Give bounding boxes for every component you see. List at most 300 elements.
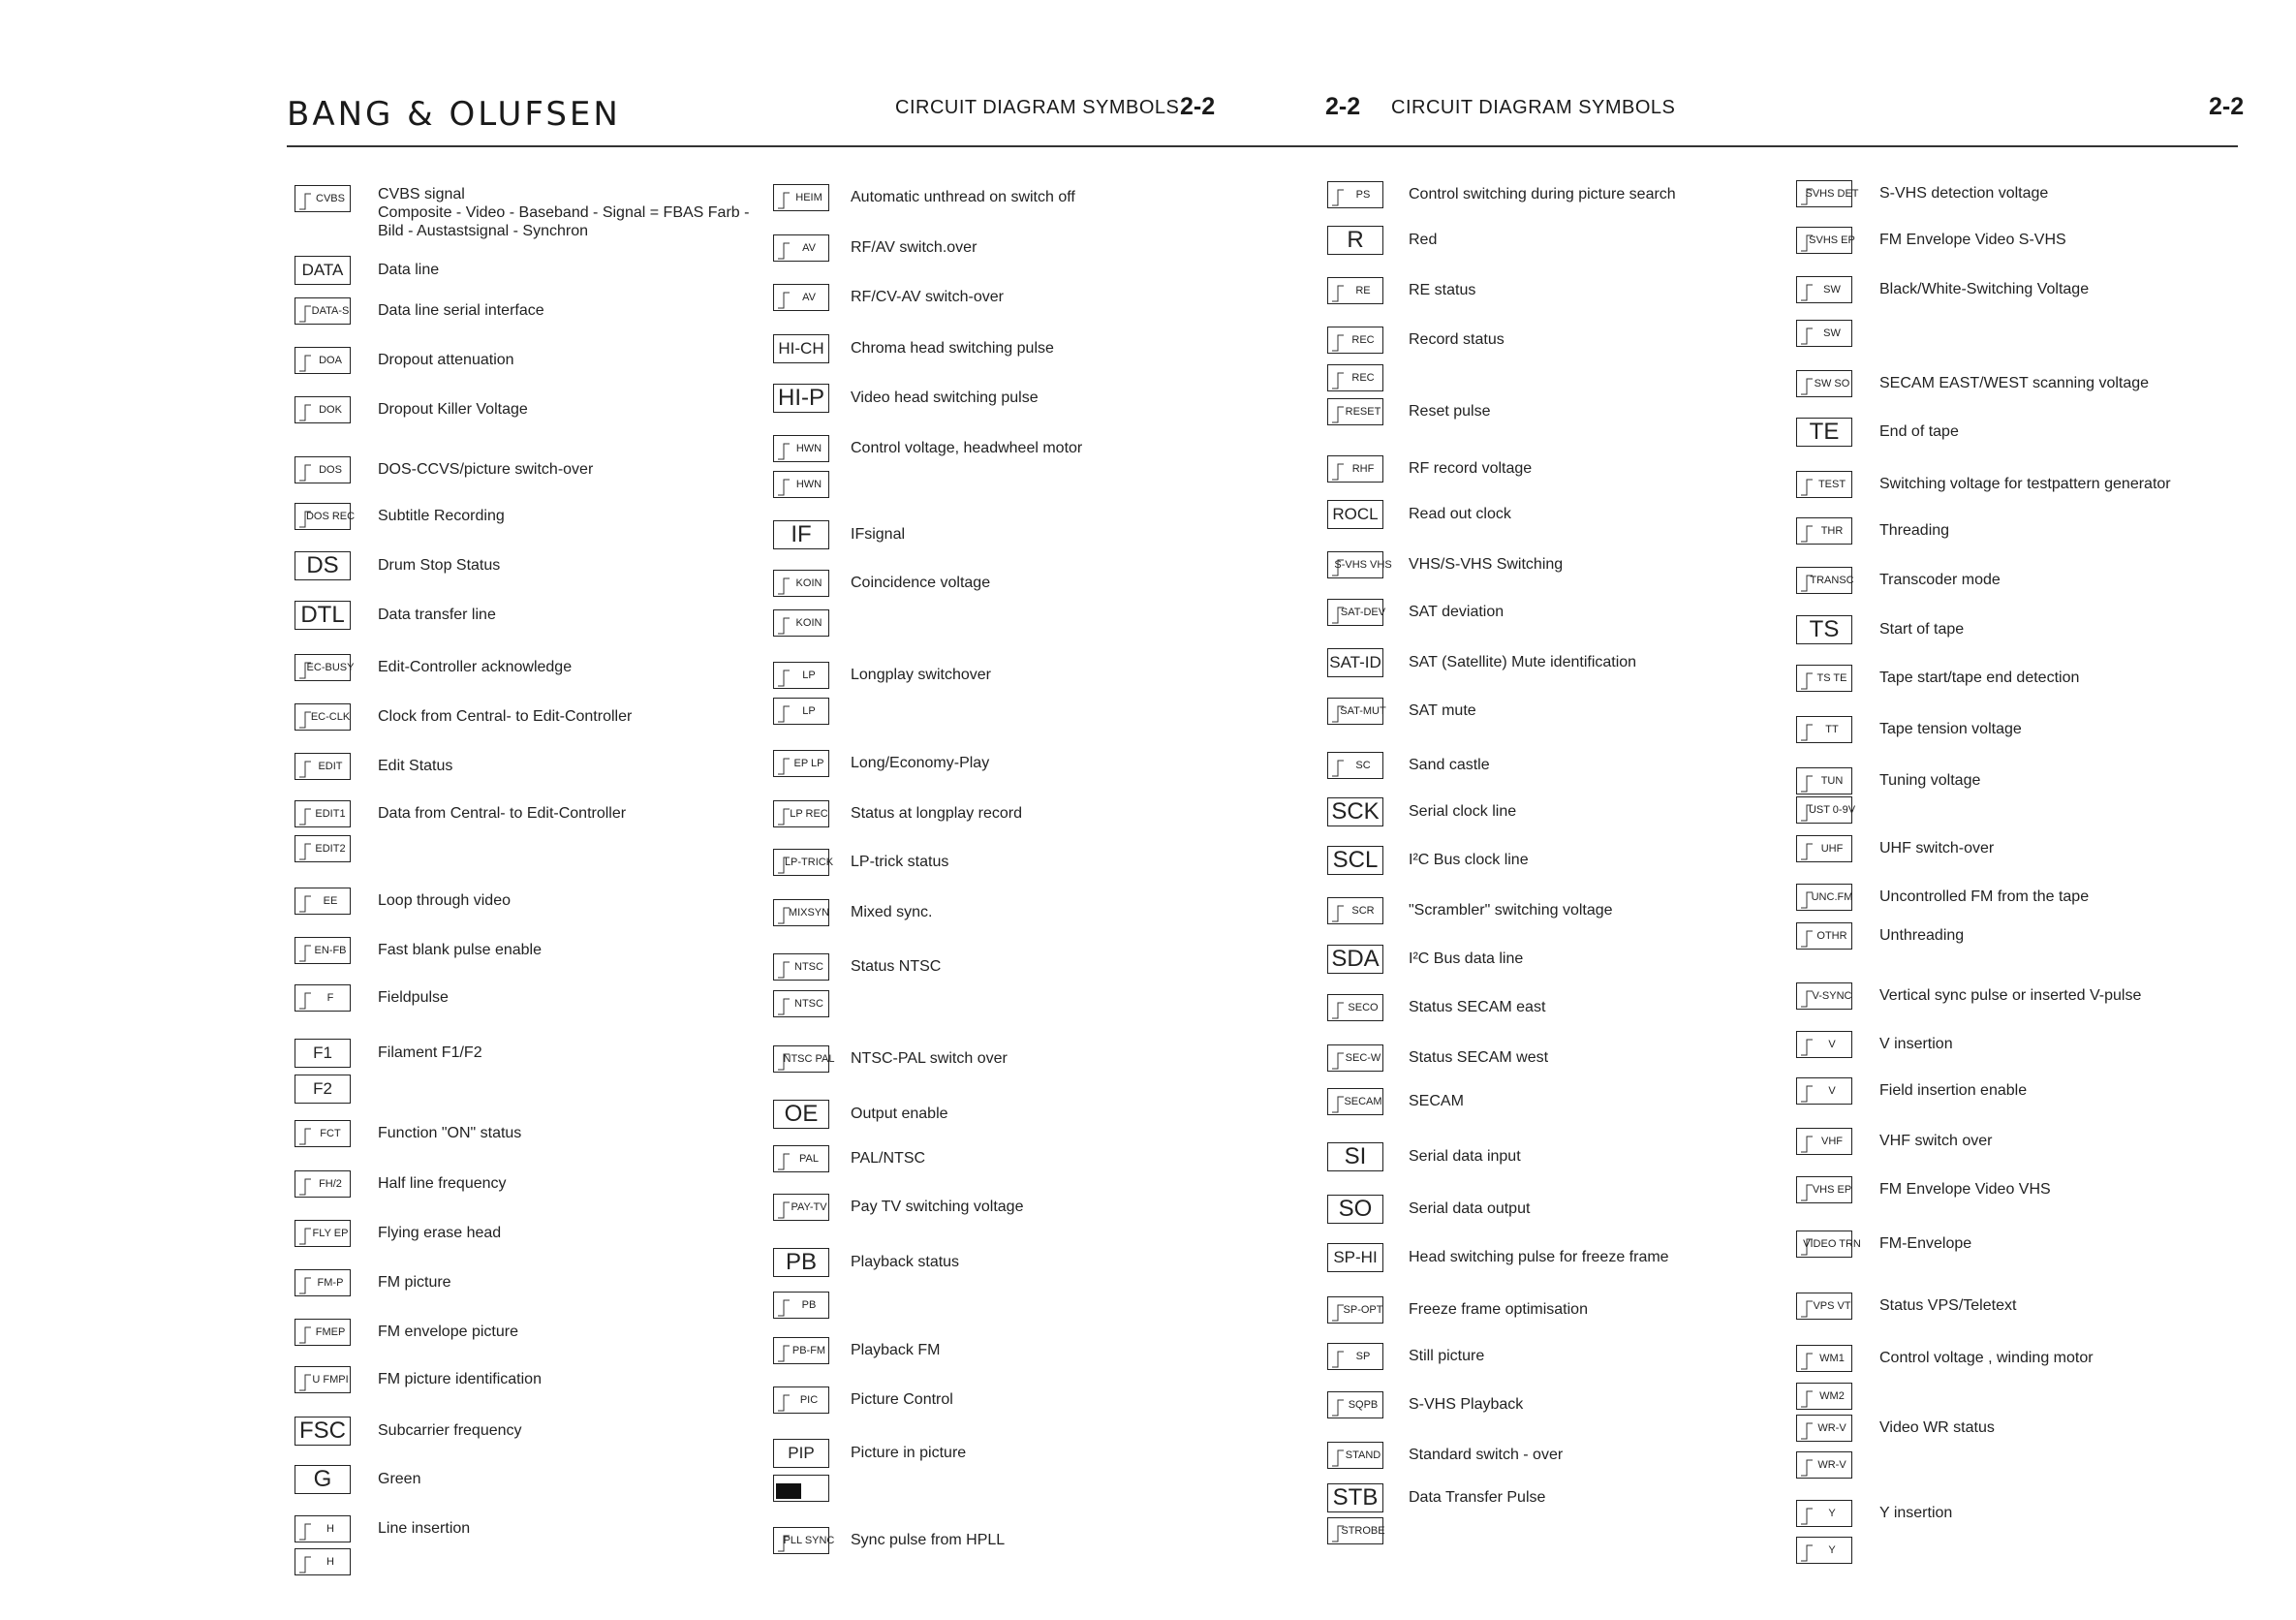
symbol-description [378, 708, 632, 726]
circuit-symbol [295, 1465, 351, 1494]
symbol-description [851, 526, 905, 544]
symbol-code: G [313, 1466, 332, 1492]
symbol-code: PIC [799, 1394, 819, 1406]
circuit-symbol [1327, 897, 1383, 924]
symbol-description [1409, 654, 1636, 671]
symbol-description-line: Data line [378, 262, 440, 278]
circuit-symbol [1327, 1195, 1383, 1224]
circuit-symbol [295, 297, 351, 325]
symbol-code: H [326, 1556, 334, 1568]
symbol-code: SW SO [1814, 378, 1850, 389]
symbol-description-line: Standard switch - over [1409, 1447, 1564, 1463]
symbol-description-line: Serial data input [1409, 1148, 1521, 1165]
symbol-description-line: Data Transfer Pulse [1409, 1489, 1546, 1506]
circuit-symbol [1796, 567, 1852, 594]
circuit-symbol [1796, 180, 1859, 207]
symbol-code: EE [323, 895, 338, 907]
circuit-symbol [1327, 1391, 1383, 1418]
symbol-code: DOS [319, 464, 342, 476]
circuit-symbol [295, 601, 351, 630]
signal-step-icon [1797, 1501, 1853, 1528]
symbol-description-line: Read out clock [1409, 506, 1511, 522]
symbol-description-line: SECAM [1409, 1093, 1464, 1109]
symbol-description [378, 1175, 507, 1193]
symbol-description-line: FM-Envelope [1879, 1235, 1972, 1252]
circuit-symbol [773, 1439, 829, 1468]
circuit-symbol [1327, 226, 1383, 255]
symbol-code: TE [1809, 419, 1840, 445]
symbol-description [1409, 852, 1529, 869]
symbol-code: SCK [1331, 798, 1380, 825]
symbol-description [851, 1342, 940, 1359]
symbol-code: THR [1820, 525, 1844, 537]
circuit-symbol [1796, 471, 1852, 498]
symbol-description [378, 607, 496, 624]
symbol-description-line: Transcoder mode [1879, 572, 2001, 588]
symbol-code: RHF [1351, 463, 1375, 475]
symbol-description-line: SAT mute [1409, 702, 1476, 719]
circuit-symbol [1796, 517, 1852, 545]
symbol-description [1879, 621, 1964, 639]
symbol-description-line: NTSC-PAL switch over [851, 1050, 1008, 1067]
symbol-description-line: V insertion [1879, 1036, 1953, 1052]
symbol-code: SW [1823, 284, 1841, 296]
symbol-code: PAY-TV [791, 1201, 827, 1213]
circuit-symbol [1327, 1442, 1383, 1469]
circuit-symbol [773, 800, 829, 827]
symbol-code: SP [1355, 1351, 1371, 1362]
circuit-symbol [1796, 665, 1852, 692]
brand-logo: BANG & OLUFSEN [287, 95, 621, 134]
circuit-symbol [1796, 1415, 1852, 1442]
symbol-description [1879, 1350, 2094, 1367]
symbol-description-line: End of tape [1879, 423, 1959, 440]
symbol-description-line: Filament F1/F2 [378, 1044, 482, 1061]
symbol-description-line: Threading [1879, 522, 1950, 539]
circuit-symbol [773, 234, 829, 262]
circuit-symbol [773, 384, 829, 413]
symbol-code: TS TE [1816, 672, 1847, 684]
symbol-description [1409, 232, 1437, 249]
circuit-symbol [295, 503, 356, 530]
circuit-symbol [1327, 398, 1383, 425]
circuit-symbol [295, 1548, 351, 1575]
signal-step-icon [295, 1516, 352, 1543]
symbol-description-line: FM picture identification [378, 1371, 542, 1387]
symbol-description-line: Unthreading [1879, 927, 1965, 944]
circuit-symbol [295, 1120, 351, 1147]
symbol-description-line: FM Envelope Video VHS [1879, 1181, 2051, 1198]
symbol-code: SDA [1331, 946, 1380, 972]
circuit-symbol [1327, 797, 1383, 826]
symbol-code: VPS VT [1813, 1300, 1851, 1312]
symbol-description [378, 942, 542, 959]
circuit-symbol [1796, 276, 1852, 303]
symbol-description [378, 262, 439, 279]
symbol-code: SAT-ID [1329, 653, 1381, 671]
symbol-code: RE [1355, 285, 1371, 296]
symbol-description-line: Edit Status [378, 758, 453, 774]
symbol-code: FCT [320, 1128, 341, 1139]
circuit-symbol [295, 1039, 351, 1068]
symbol-description-line: Dropout attenuation [378, 352, 514, 368]
symbol-description-line: Video head switching pulse [851, 389, 1039, 406]
circuit-symbol [1796, 1128, 1852, 1155]
circuit-symbol [295, 396, 351, 423]
symbol-description [378, 659, 572, 676]
symbol-description-line: IFsignal [851, 526, 906, 543]
signal-step-icon [1797, 1538, 1853, 1565]
symbol-description [1879, 772, 1980, 790]
symbol-description-line: Picture Control [851, 1391, 953, 1408]
symbol-description [851, 1106, 948, 1123]
symbol-description [1879, 987, 2141, 1005]
symbol-code: UST 0-9V [1808, 804, 1856, 816]
circuit-symbol [1796, 1231, 1861, 1258]
symbol-code: OTHR [1816, 930, 1847, 942]
symbol-description [1879, 1181, 2051, 1199]
circuit-symbol [295, 185, 351, 212]
symbol-description-line: Status SECAM east [1409, 999, 1546, 1015]
symbol-code: KOIN [795, 577, 822, 589]
symbol-description-line: Playback status [851, 1254, 960, 1270]
symbol-description-line: Video WR status [1879, 1419, 1995, 1436]
circuit-symbol [773, 953, 829, 981]
symbol-code: PAL [799, 1153, 819, 1165]
circuit-symbol [1327, 994, 1383, 1021]
symbol-description-line: Tuning voltage [1879, 772, 1981, 789]
circuit-symbol [1327, 698, 1386, 725]
symbol-code: EC-BUSY [306, 662, 355, 673]
symbol-code: VIDEO TRN [1803, 1238, 1861, 1250]
symbol-code: SQPB [1348, 1399, 1379, 1411]
symbol-description-line: DOS-CCVS/picture switch-over [378, 461, 594, 478]
symbol-description [378, 508, 505, 525]
circuit-symbol [1796, 835, 1852, 862]
symbol-description-line: Control voltage , winding motor [1879, 1350, 2094, 1366]
symbol-description [1879, 670, 2079, 687]
circuit-symbol [1327, 1088, 1383, 1115]
symbol-code: AV [802, 292, 816, 303]
symbol-code: EDIT2 [315, 843, 346, 855]
symbol-description-line: Output enable [851, 1106, 948, 1122]
symbol-description-line: Chroma head switching pulse [851, 340, 1054, 357]
symbol-code: UNC.FM [1811, 891, 1853, 903]
symbol-description [1409, 186, 1676, 203]
symbol-description [378, 1274, 451, 1292]
circuit-symbol [773, 750, 829, 777]
symbol-description-line: Function "ON" status [378, 1125, 522, 1141]
page-title-right: CIRCUIT DIAGRAM SYMBOLS [1391, 97, 1676, 118]
symbol-description [378, 989, 449, 1007]
circuit-symbol [1796, 370, 1852, 397]
symbol-description-line: "Scrambler" switching voltage [1409, 902, 1613, 919]
circuit-symbol [773, 1386, 829, 1414]
circuit-symbol [773, 698, 829, 725]
symbol-description [1409, 702, 1476, 720]
symbol-description [1409, 1348, 1484, 1365]
symbol-description [1879, 1419, 1995, 1437]
symbol-description [851, 389, 1039, 407]
symbol-description [851, 958, 941, 976]
symbol-description [378, 758, 452, 775]
symbol-description-line: Field insertion enable [1879, 1082, 2028, 1099]
circuit-symbol [773, 609, 829, 637]
symbol-description-line: Subcarrier frequency [378, 1422, 522, 1439]
symbol-description [378, 805, 626, 823]
symbol-description [1879, 1235, 1971, 1253]
circuit-symbol [295, 347, 351, 374]
symbol-code: U FMPI [312, 1374, 349, 1386]
circuit-symbol [295, 888, 351, 915]
symbol-description-line: Status VPS/Teletext [1879, 1297, 2017, 1314]
symbol-code: DATA-S [311, 305, 350, 317]
symbol-code: CVBS [316, 193, 345, 204]
symbol-code: WR-V [1817, 1422, 1846, 1434]
symbol-description [1879, 1082, 2027, 1100]
symbol-description-line: VHF switch over [1879, 1133, 1993, 1149]
symbol-description-line: FM Envelope Video S-VHS [1879, 232, 2066, 248]
symbol-description-line: Playback FM [851, 1342, 941, 1358]
symbol-description [851, 289, 1004, 306]
symbol-description [1409, 1249, 1669, 1266]
circuit-symbol [773, 849, 834, 876]
symbol-description-line: Edit-Controller acknowledge [378, 659, 573, 675]
symbol-code: SO [1338, 1196, 1373, 1222]
symbol-description [1879, 1133, 1992, 1150]
symbol-description-line: Line insertion [378, 1520, 471, 1537]
circuit-symbol [773, 662, 829, 689]
symbol-description-detail: Composite - Video - Baseband - Signal = FBAS Farb - Bild - Austastsignal - Synchron [378, 204, 750, 239]
signal-step-icon [1797, 1032, 1853, 1059]
symbol-description-line: Longplay switchover [851, 667, 991, 683]
circuit-symbol [773, 1145, 829, 1172]
circuit-symbol [295, 1417, 351, 1446]
symbol-description-line: Serial data output [1409, 1200, 1531, 1217]
symbol-description [851, 1254, 959, 1271]
symbol-code: LP [802, 670, 816, 681]
symbol-description [378, 1324, 518, 1341]
symbol-code: MIXSYN [788, 907, 830, 919]
symbol-code: HWN [795, 479, 822, 490]
circuit-symbol [1796, 922, 1852, 950]
circuit-symbol [1327, 551, 1392, 578]
symbol-description [1409, 1489, 1545, 1507]
symbol-code: EP LP [793, 758, 824, 769]
symbol-code: FLY EP [312, 1228, 349, 1239]
symbol-code: TRANSC [1810, 575, 1854, 586]
symbol-description [851, 1199, 1023, 1216]
symbol-description-line: Tape start/tape end detection [1879, 670, 2080, 686]
symbol-description-line: CVBS signal [378, 186, 465, 202]
symbol-description-line: Mixed sync. [851, 904, 933, 920]
symbol-code: DOS REC [305, 511, 356, 522]
symbol-code: TUN [1820, 775, 1844, 787]
symbol-code: Y [1828, 1508, 1836, 1519]
symbol-code: F [326, 992, 334, 1004]
symbol-code: REC [1351, 372, 1375, 384]
symbol-code: EN-FB [314, 945, 347, 956]
circuit-symbol [1796, 767, 1852, 794]
circuit-symbol [295, 1319, 351, 1346]
symbol-description [378, 1044, 482, 1062]
symbol-code: HI-CH [778, 339, 824, 358]
symbol-description [1879, 185, 2048, 202]
symbol-description [851, 805, 1022, 823]
circuit-symbol [1327, 846, 1383, 875]
symbol-description [851, 904, 932, 921]
symbol-code: TT [1825, 724, 1839, 735]
symbol-description [378, 401, 528, 419]
circuit-symbol [1327, 752, 1383, 779]
symbol-code: SCR [1351, 905, 1375, 917]
symbol-code: FH/2 [319, 1178, 342, 1190]
symbol-description-line: I²C Bus clock line [1409, 852, 1529, 868]
circuit-symbol [1796, 1451, 1852, 1479]
symbol-description [851, 575, 990, 592]
symbol-code: ROCL [1332, 505, 1379, 523]
circuit-symbol [1327, 648, 1383, 677]
circuit-symbol [295, 984, 351, 1012]
symbol-code: OE [784, 1101, 819, 1127]
symbol-description [1409, 1301, 1588, 1319]
circuit-symbol [1327, 181, 1383, 208]
symbol-description [1879, 476, 2171, 493]
symbol-description [1409, 902, 1613, 919]
circuit-symbol [773, 1292, 829, 1319]
symbol-description [1409, 460, 1532, 478]
symbol-description [851, 440, 1082, 457]
symbol-code: PLL SYNC [783, 1535, 835, 1546]
header-rule [287, 145, 2238, 147]
circuit-symbol [295, 551, 351, 580]
circuit-symbol [1796, 796, 1856, 824]
symbol-description-line: Status SECAM west [1409, 1049, 1549, 1066]
symbol-description-line: Data from Central- to Edit-Controller [378, 805, 627, 822]
symbol-description-line: Loop through video [378, 892, 511, 909]
circuit-symbol [1796, 227, 1855, 254]
symbol-description [1879, 1505, 1952, 1522]
circuit-symbol [1327, 599, 1386, 626]
symbol-description [1409, 999, 1545, 1016]
symbol-description [378, 1471, 420, 1488]
circuit-symbol [1327, 1517, 1383, 1544]
symbol-description-line: PAL/NTSC [851, 1150, 926, 1167]
symbol-description [378, 1422, 522, 1440]
circuit-symbol [295, 937, 351, 964]
symbol-description-line: S-VHS detection voltage [1879, 185, 2049, 202]
symbol-description-line: Half line frequency [378, 1175, 507, 1192]
symbol-description [378, 1371, 542, 1388]
circuit-symbol [773, 1527, 835, 1554]
page-number-right-a: 2-2 [1325, 93, 1361, 120]
symbol-description-line: Control switching during picture search [1409, 186, 1676, 202]
circuit-symbol [1327, 277, 1383, 304]
symbol-description [1879, 927, 1964, 945]
symbol-code: UHF [1820, 843, 1844, 855]
circuit-symbol [1796, 884, 1852, 911]
symbol-description [851, 854, 948, 871]
symbol-code: FMEP [315, 1326, 346, 1338]
symbol-code: PB-FM [791, 1345, 826, 1356]
symbol-code: NTSC PAL [783, 1053, 835, 1065]
circuit-symbol [295, 654, 355, 681]
symbol-description-line: Serial clock line [1409, 803, 1517, 820]
symbol-description [1879, 721, 2022, 738]
circuit-symbol [1327, 455, 1383, 483]
symbol-description [1879, 1036, 1953, 1053]
symbol-description [378, 1225, 501, 1242]
symbol-description [1879, 888, 2089, 906]
circuit-symbol [1327, 1483, 1383, 1512]
symbol-code: VHS EP [1812, 1184, 1852, 1196]
symbol-description-line: RE status [1409, 282, 1476, 298]
circuit-symbol [295, 1269, 351, 1296]
symbol-description [1879, 375, 2149, 392]
symbol-description [1879, 1297, 2016, 1315]
symbol-description [851, 667, 991, 684]
symbol-description-line: SECAM EAST/WEST scanning voltage [1879, 375, 2150, 391]
symbol-description [851, 1532, 1005, 1549]
symbol-code: SECAM [1344, 1096, 1382, 1107]
symbol-description-line: Switching voltage for testpattern generator [1879, 476, 2171, 492]
circuit-symbol [773, 1194, 829, 1221]
symbol-description-line: SAT deviation [1409, 604, 1505, 620]
symbol-description [1409, 506, 1511, 523]
symbol-code: S-VHS VHS [1334, 559, 1392, 571]
symbol-code: F1 [313, 1044, 332, 1062]
circuit-symbol [773, 1475, 829, 1502]
symbol-description-line: Tape tension voltage [1879, 721, 2022, 737]
symbol-code: WM1 [1819, 1353, 1845, 1364]
circuit-symbol [295, 1366, 351, 1393]
symbol-description-line: Fast blank pulse enable [378, 942, 542, 958]
signal-step-icon [295, 1549, 352, 1576]
symbol-code: SAT-MUT [1340, 705, 1386, 717]
symbol-description [1879, 232, 2066, 249]
symbol-description-line: Y insertion [1879, 1505, 1953, 1521]
symbol-description [1409, 556, 1563, 574]
symbol-description [1409, 1447, 1563, 1464]
symbol-code: HEIM [795, 192, 822, 203]
circuit-symbol [295, 456, 351, 483]
page-number-left: 2-2 [1180, 93, 1216, 120]
symbol-code: DOA [319, 355, 342, 366]
symbol-description [1879, 572, 2001, 589]
symbol-code: SVHS DET [1805, 188, 1859, 200]
symbol-description-line: Black/White-Switching Voltage [1879, 281, 2090, 297]
symbol-code: DS [306, 552, 339, 578]
symbol-code: NTSC [794, 998, 823, 1010]
symbol-code: FM-P [317, 1277, 344, 1289]
symbol-description [851, 1391, 953, 1409]
circuit-symbol [295, 1170, 351, 1198]
symbol-code: SI [1344, 1143, 1367, 1169]
symbol-description-line: Status NTSC [851, 958, 942, 975]
circuit-symbol [1796, 1293, 1852, 1320]
page-title-left: CIRCUIT DIAGRAM SYMBOLS [895, 97, 1180, 118]
signal-step-icon [295, 985, 352, 1012]
symbol-description-line: Data transfer line [378, 607, 496, 623]
symbol-description-line: LP-trick status [851, 854, 949, 870]
circuit-symbol [295, 703, 351, 731]
circuit-symbol [1327, 327, 1383, 354]
circuit-symbol [295, 1515, 351, 1542]
circuit-symbol [295, 835, 351, 862]
symbol-description-line: UHF switch-over [1879, 840, 1995, 857]
circuit-symbol [1327, 945, 1383, 974]
symbol-description [851, 1150, 925, 1168]
